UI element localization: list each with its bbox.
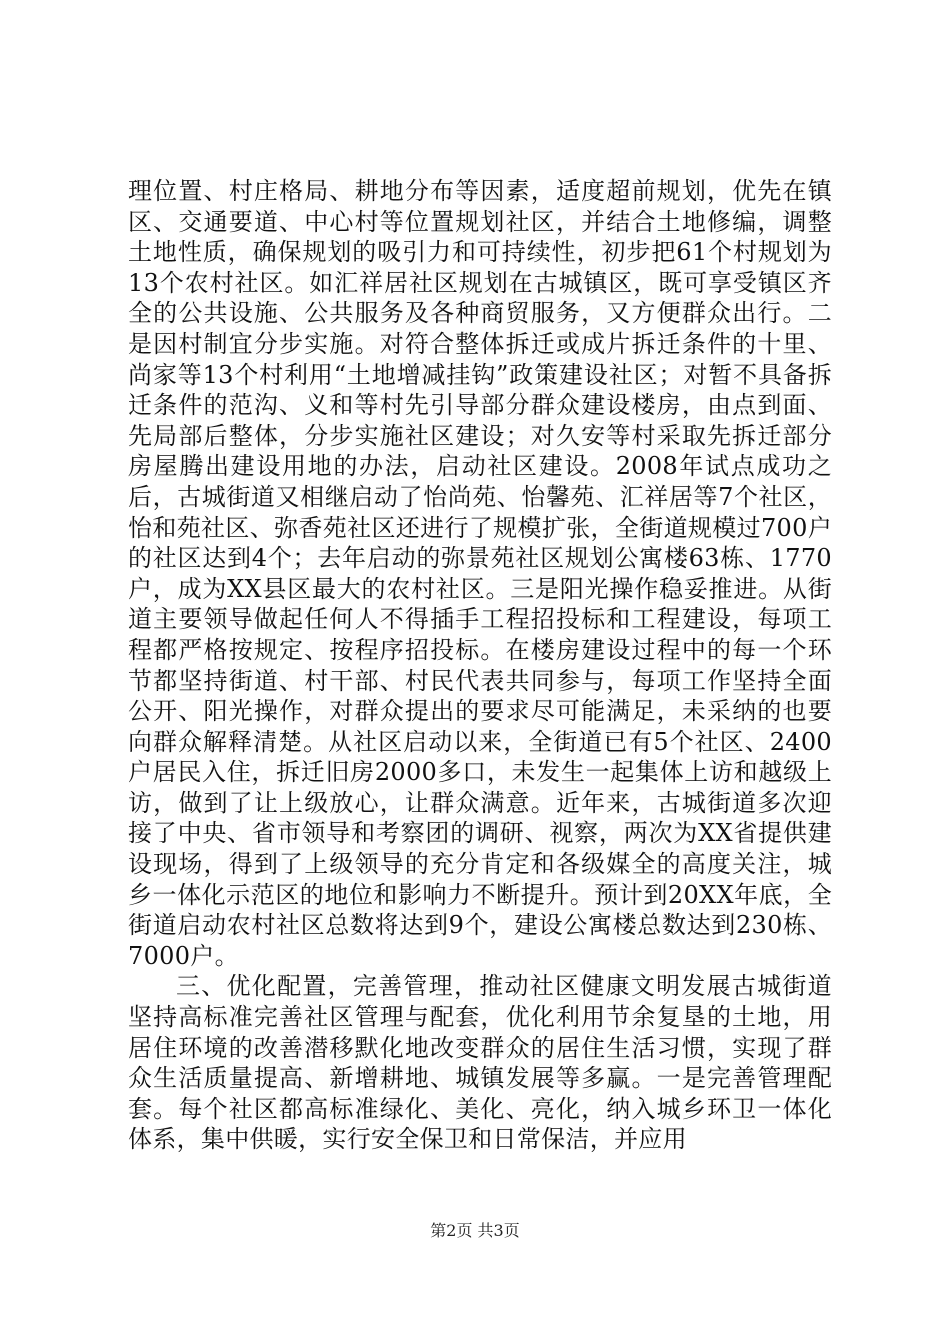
paragraph-section-three: 三、优化配置，完善管理，推动社区健康文明发展古城街道坚持高标准完善社区管理与配套，优化利用节余复垦的土地，用居住环境的改善潜移默化地改变群众的居住生活习惯，实现了群众生活质量提高、新增耕地、城镇发展等多赢。一是完善管理配套。每个社区都高标准绿化、美化、亮化，纳入城乡环卫一体化体系，集中供暖，实行安全保卫和日常保洁，并应用 <box>128 972 832 1154</box>
document-body <box>128 176 832 1155</box>
paragraph-continued: 理位置、村庄格局、耕地分布等因素，适度超前规划，优先在镇区、交通要道、中心村等位置规划社区，并结合土地修编，调整土地性质，确保规划的吸引力和可持续性，初步把61个村规划为13个农村社区。如汇祥居社区规划在古城镇区，既可享受镇区齐全的公共设施、公共服务及各种商贸服务，又方便群众出行。二是因村制宜分步实施。对符合整体拆迁或成片拆迁条件的十里、尚家等13个村利用“土地增减挂钩”政策建设社区；对暂不具备拆迁条件的范沟、义和等村先引导部分群众建设楼房，由点到面、先局部后整体，分步实施社区建设；对久安等村采取先拆迁部分房屋腾出建设用地的办法，启动社区建设。2008年试点成功之后，古城街道又相继启动了怡尚苑、怡馨苑、汇祥居等7个社区，怡和苑社区、弥香苑社区还进行了规模扩张，全街道规模过700户的社区达到4个；去年启动的弥景苑社区规划公寓楼63栋、1770户，成为XX县区最大的农村社区。三是阳光操作稳妥推进。从街道主要领导做起任何人不得插手工程招投标和工程建设，每项工程都严格按规定、按程序招投标。在楼房建设过程中的每一个环节都坚持街道、村干部、村民代表共同参与，每项工作坚持全面公开、阳光操作，对群众提出的要求尽可能满足，未采纳的也要向群众解释清楚。从社区启动以来，全街道已有5个社区、2400户居民入住，拆迁旧房2000多口，未发生一起集体上访和越级上访，做到了让上级放心，让群众满意。近年来，古城街道多次迎接了中央、省市领导和考察团的调研、视察，两次为XX省提供建设现场，得到了上级领导的充分肯定和各级媒全的高度关注，城乡一体化示范区的地位和影响力不断提升。预计到20XX年底，全街道启动农村社区总数将达到9个，建设公寓楼总数达到230栋、7000户。 <box>128 177 832 970</box>
page-number-footer: 第2页 共3页 <box>430 1221 520 1240</box>
